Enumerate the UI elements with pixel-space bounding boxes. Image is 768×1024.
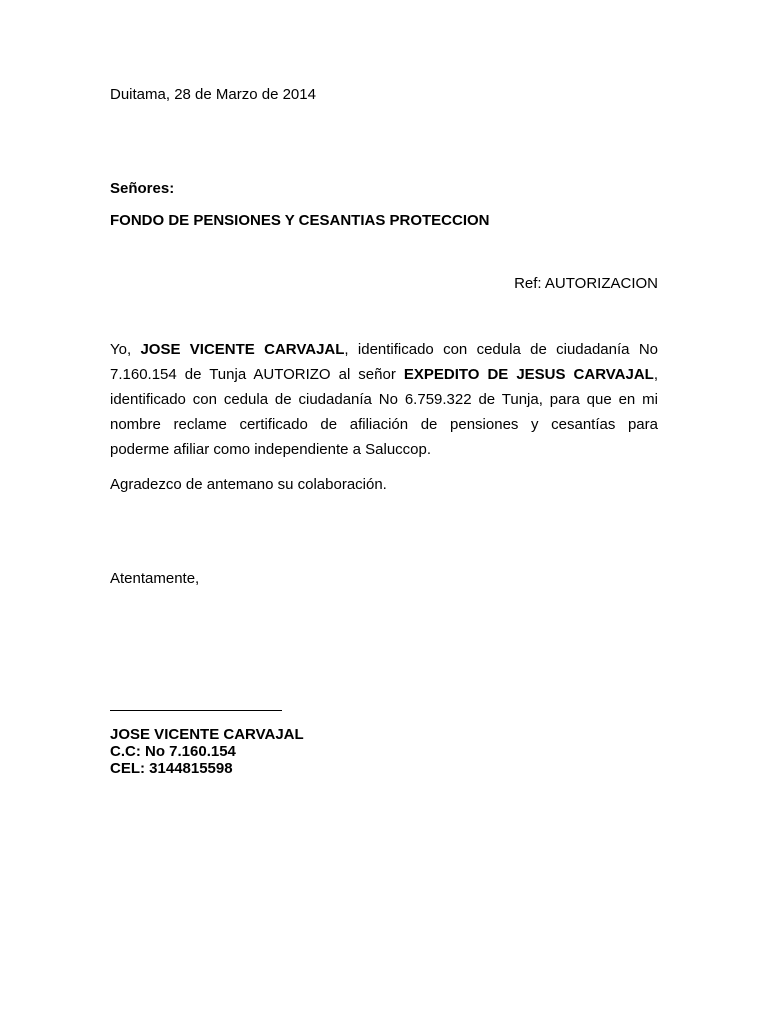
signature-line	[110, 710, 282, 711]
requester-name: JOSE VICENTE CARVAJAL	[140, 341, 345, 358]
addressee: FONDO DE PENSIONES Y CESANTIAS PROTECCION	[110, 212, 490, 229]
body-text: ,	[653, 366, 658, 383]
signer-name: JOSE VICENTE CARVAJAL	[110, 726, 304, 743]
signature-block	[110, 726, 304, 777]
date-line: Duitama, 28 de Marzo de 2014	[110, 86, 316, 103]
signer-phone: CEL: 3144815598	[110, 760, 233, 777]
body-text: Yo,	[110, 341, 141, 358]
reference-line: Ref: AUTORIZACION	[514, 275, 658, 292]
body-text: , identificado con cedula de ciudadanía No	[344, 341, 658, 358]
thanks-line: Agradezco de antemano su colaboración.	[110, 476, 387, 493]
body-paragraph	[110, 337, 658, 462]
closing-line: Atentamente,	[110, 570, 200, 587]
body-row-1	[110, 337, 658, 362]
salutation: Señores:	[110, 180, 175, 197]
body-text: 7.160.154 de Tunja AUTORIZO al señor	[110, 366, 404, 383]
body-row-3: identificado con cedula de ciudadanía No 6.759.322 de Tunja, para que en mi	[110, 391, 658, 408]
body-row-4: nombre reclame certificado de afiliación de pensiones y cesantías para	[110, 416, 658, 433]
body-row-5: poderme afiliar como independiente a Saluccop.	[110, 441, 432, 458]
authorized-name: EXPEDITO DE JESUS CARVAJAL	[403, 366, 654, 383]
body-row-2	[110, 362, 658, 387]
signer-id: C.C: No 7.160.154	[110, 743, 236, 760]
